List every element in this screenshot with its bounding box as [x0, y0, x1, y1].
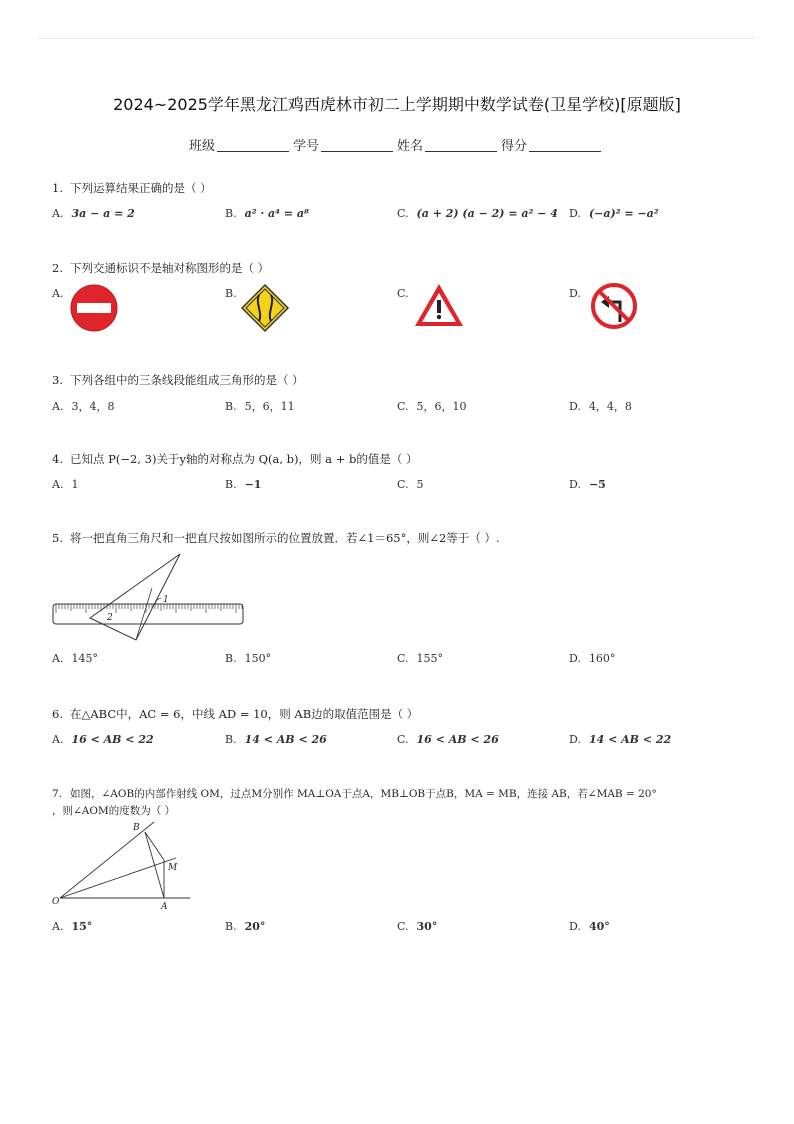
class-label: 班级 — [188, 139, 215, 154]
class-blank[interactable] — [217, 151, 289, 152]
ruler-triangle-figure — [50, 550, 246, 645]
question-text: 将一把直角三角尺和一把直尺按如图所示的位置放置．若∠1＝65°，则∠2等于（ ）. — [70, 531, 500, 545]
score-blank[interactable] — [529, 151, 601, 152]
question-2 — [52, 260, 269, 276]
q4-option-b[interactable]: B. −1 — [225, 478, 262, 491]
question-text-line1: 如图，∠AOB的内部作射线 OM，过点M分别作 MA⊥OA于点A，MB⊥OB于点B，MA = MB，连接 AB，若∠MAB = 20° — [70, 788, 657, 800]
q5-option-c[interactable]: C. 155° — [397, 652, 444, 665]
question-text: 在△ABC中，AC = 6，中线 AD = 10，则 AB边的取值范围是（ ） — [70, 707, 419, 721]
question-number: 4. — [52, 452, 63, 466]
question-number: 2. — [52, 261, 63, 275]
q3-option-b[interactable]: B. 5，6，11 — [225, 400, 295, 413]
question-number: 1. — [52, 181, 63, 195]
q7-option-c[interactable]: C. 30° — [397, 920, 438, 933]
q6-option-b[interactable]: B. 14 < AB < 26 — [225, 733, 327, 746]
question-text: 下列运算结果正确的是（ ） — [70, 181, 212, 195]
narrow-road-sign-icon — [240, 283, 290, 333]
question-number: 3. — [52, 373, 63, 387]
q6-option-c[interactable]: C. 16 < AB < 26 — [397, 733, 499, 746]
page-title: 2024~2025学年黑龙江鸡西虎林市初二上学期期中数学试卷(卫星学校)[原题版] — [113, 95, 681, 114]
q4-option-c[interactable]: C. 5 — [397, 478, 424, 491]
q2-option-c[interactable]: C. — [397, 287, 409, 300]
id-label: 学号 — [292, 139, 319, 154]
q4-option-a[interactable]: A. 1 — [52, 478, 79, 491]
top-divider — [38, 38, 756, 39]
q2-option-d[interactable]: D. — [569, 287, 581, 300]
q7-option-d[interactable]: D. 40° — [569, 920, 610, 933]
question-number: 7. — [52, 788, 63, 800]
question-7-cont — [52, 803, 175, 818]
question-7 — [52, 786, 657, 801]
q7-option-a[interactable]: A. 15° — [52, 920, 93, 933]
point-a-label: A — [161, 902, 168, 912]
question-5 — [52, 530, 500, 546]
question-number: 5. — [52, 531, 63, 545]
angle-aob-figure — [50, 818, 200, 913]
id-blank[interactable] — [321, 151, 393, 152]
score-label: 得分 — [501, 139, 528, 154]
question-text: 下列各组中的三条线段能组成三角形的是（ ） — [70, 373, 304, 387]
angle-2-label: 2 — [107, 613, 113, 623]
question-1 — [52, 180, 212, 196]
question-4 — [52, 451, 418, 467]
q7-option-b[interactable]: B. 20° — [225, 920, 266, 933]
q1-option-b[interactable]: B. a² · a⁴ = a⁸ — [225, 207, 309, 220]
question-text: 已知点 P(−2, 3)关于y轴的对称点为 Q(a, b)，则 a + b的值是（ ） — [70, 452, 418, 466]
q6-option-a[interactable]: A. 16 < AB < 22 — [52, 733, 154, 746]
q5-option-a[interactable]: A. 145° — [52, 652, 98, 665]
q6-option-d[interactable]: D. 14 < AB < 22 — [569, 733, 672, 746]
name-label: 姓名 — [397, 139, 424, 154]
question-number: 6. — [52, 707, 63, 721]
warning-triangle-icon — [413, 282, 465, 328]
point-m-label: M — [168, 863, 178, 873]
question-text: 下列交通标识不是轴对称图形的是（ ） — [70, 261, 270, 275]
name-blank[interactable] — [425, 151, 497, 152]
q5-option-b[interactable]: B. 150° — [225, 652, 272, 665]
question-3 — [52, 372, 304, 388]
q4-option-d[interactable]: D. −5 — [569, 478, 606, 491]
q1-option-c[interactable]: C. (a + 2) (a − 2) = a² − 4 — [397, 207, 558, 220]
student-info-line — [0, 135, 794, 154]
no-entry-sign-icon — [69, 283, 119, 333]
q3-option-d[interactable]: D. 4，4，8 — [569, 400, 632, 413]
q2-option-b[interactable]: B. — [225, 287, 237, 300]
question-text-line2: ，则∠AOM的度数为（ ） — [52, 805, 176, 817]
q2-option-a[interactable]: A. — [52, 287, 64, 300]
no-left-turn-sign-icon — [590, 282, 638, 330]
q1-option-a[interactable]: A. 3a − a = 2 — [52, 207, 135, 220]
angle-1-label: 1 — [163, 595, 169, 605]
point-b-label: B — [133, 823, 140, 833]
q5-option-d[interactable]: D. 160° — [569, 652, 616, 665]
question-6 — [52, 706, 418, 722]
q1-option-d[interactable]: D. (−a)² = −a² — [569, 207, 659, 220]
q3-option-a[interactable]: A. 3，4，8 — [52, 400, 115, 413]
point-o-label: O — [52, 897, 60, 907]
q3-option-c[interactable]: C. 5，6，10 — [397, 400, 467, 413]
